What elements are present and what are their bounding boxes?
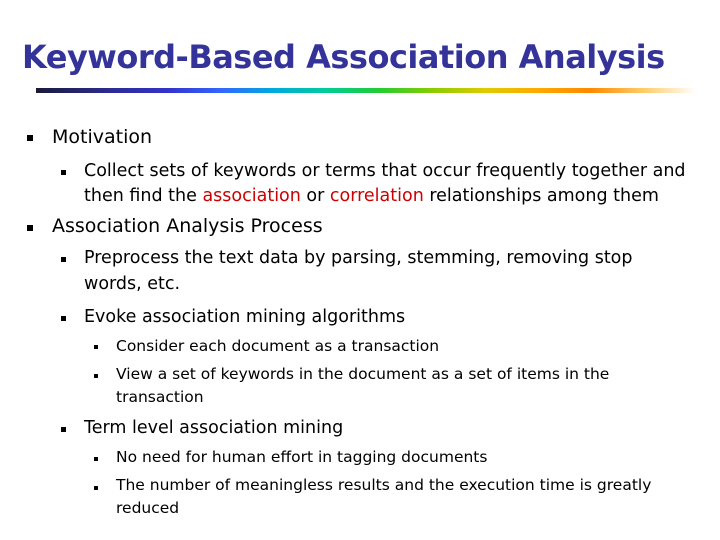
evoke-sub2-line2: transaction <box>116 388 204 406</box>
association-highlight: association <box>202 186 301 206</box>
motivation-text-segment: relationships among them <box>423 186 659 206</box>
preprocess-line2: words, etc. <box>84 274 181 294</box>
slide-title: Keyword-Based Association Analysis <box>22 38 665 76</box>
motivation-text-line1: Collect sets of keywords or terms that occur frequently together and <box>84 161 686 181</box>
bullet-square <box>94 345 98 349</box>
term-sub1: No need for human effort in tagging documents <box>116 448 488 466</box>
bullet-square <box>61 257 66 262</box>
heading-motivation: Motivation <box>52 126 153 148</box>
preprocess-line1: Preprocess the text data by parsing, stemming, removing stop <box>84 248 633 268</box>
bullet-square <box>27 225 33 231</box>
bullet-square <box>61 316 66 321</box>
evoke-text: Evoke association mining algorithms <box>84 307 406 327</box>
correlation-highlight: correlation <box>329 186 424 206</box>
heading-process: Association Analysis Process <box>52 215 323 237</box>
term-sub2-line1: The number of meaningless results and the execution time is greatly <box>116 476 652 494</box>
motivation-text-segment: then find the <box>84 186 203 206</box>
evoke-sub1: Consider each document as a transaction <box>116 337 440 355</box>
motivation-text-segment: or <box>300 186 330 206</box>
motivation-text-line2 <box>84 184 659 209</box>
bullet-square <box>61 170 66 175</box>
bullet-square <box>94 374 98 378</box>
bullet-square <box>27 135 33 141</box>
bullet-square <box>94 457 98 461</box>
evoke-sub2-line1: View a set of keywords in the document as a set of items in the <box>116 365 610 383</box>
term-text: Term level association mining <box>84 418 344 438</box>
bullet-square <box>94 486 98 490</box>
bullet-square <box>61 427 66 432</box>
term-sub2-line2: reduced <box>116 499 180 517</box>
title-underline <box>36 88 696 93</box>
